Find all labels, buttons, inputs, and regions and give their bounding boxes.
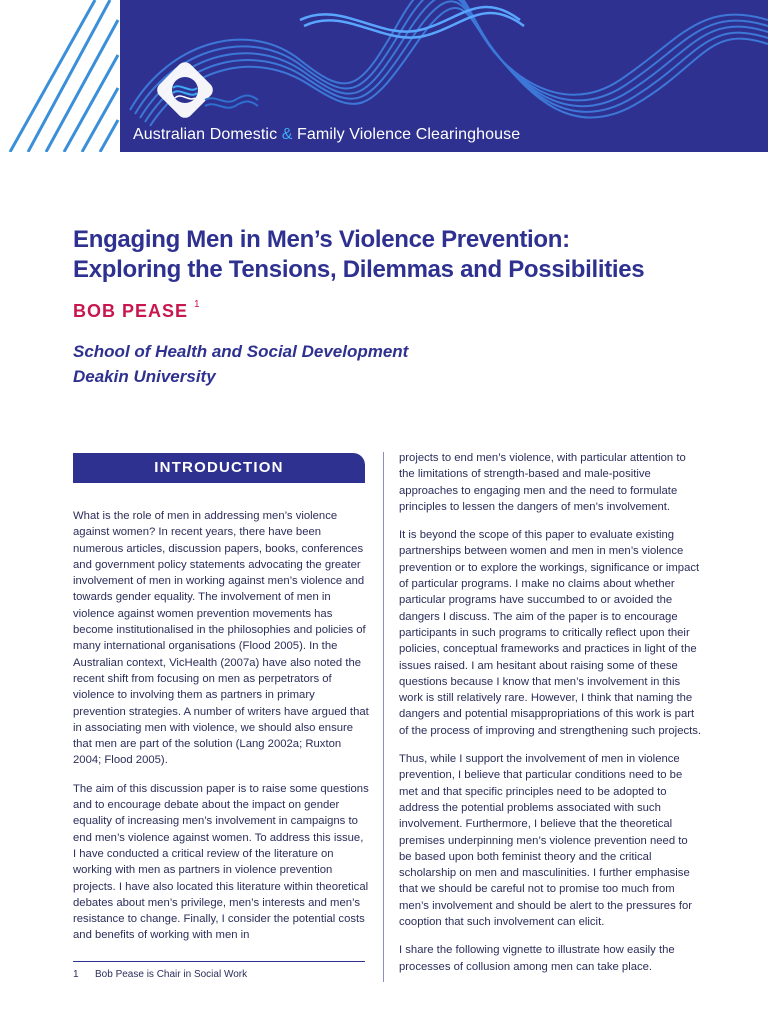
text-column-right [399, 450, 703, 987]
author-footnote-mark: 1 [194, 299, 200, 310]
title-line-2: Exploring the Tensions, Dilemmas and Possibilities [73, 256, 645, 283]
document-title [73, 225, 713, 285]
paragraph: The aim of this discussion paper is to raise some questions and to encourage debate about the impact on gender equality of increasing men’s involvement in campaigns to end men’s violence against women. To address this issue, I have conducted a critical review of the literature on working with men as partners in violence prevention projects. I have also located this literature within theoretical debates about men’s privilege, men’s interests and men’s resistance to change. Finally, I consider the potential costs and benefits of working with men in [73, 782, 369, 942]
author-name [73, 301, 200, 322]
section-heading: INTRODUCTION [154, 459, 284, 476]
paragraph: projects to end men’s violence, with particular attention to the limitations of strength-based and male-positive approaches to engaging men and the need to formulate principles to lessen the dangers of men’s involvement. [399, 452, 686, 513]
header-banner [0, 0, 768, 152]
author-affiliation [73, 339, 408, 389]
paragraph: What is the role of men in addressing men’s violence against women? In recent years, there have been numerous articles, discussion papers, books, conferences and government policy statements advocating the greater involvement of men in working against men’s violence and towards gender equality. The involvement of men in violence against women prevention movements has become institutionalised in the philosophies and policies of many international organisations (Flood 2005). In the Australian context, VicHealth (2007a) have also noted the recent shift from focusing on men as perpetrators of violence to involving them as partners in primary prevention strategies. A number of writers have argued that in associating men with violence, we should also ensure that men are part of the solution (Lang 2002a; Ruxton 2004; Flood 2005). [73, 510, 369, 767]
affiliation-university: Deakin University [73, 367, 216, 386]
footnote-number: 1 [73, 969, 79, 980]
paragraph: I share the following vignette to illustrate how easily the processes of collusion among men can take place. [399, 944, 675, 973]
text-column-left [73, 508, 369, 956]
org-name-ampersand: & [281, 126, 293, 143]
paragraph: It is beyond the scope of this paper to evaluate existing partnerships between women and men in men’s violence prevention or to explore the workings, significance or impact of particular programs. I make no claims about whether particular programs have succumbed to or avoided the dangers I discuss. The aim of the paper is to encourage participants in such programs to critically reflect upon their policies, conceptual frameworks and practices in light of the issues raised. I am hesitant about raising some of these questions because I know that men’s involvement in this work is still relatively rare. However, I think that naming the dangers and potential misappropriations of this work is part of the process of improving and strengthening such projects. [399, 529, 702, 737]
org-name-part2: Family Violence Clearinghouse [292, 126, 521, 143]
author-text: BOB PEASE [73, 301, 189, 321]
title-line-1: Engaging Men in Men’s Violence Prevention: [73, 226, 570, 253]
paragraph: Thus, while I support the involvement of men in violence prevention, I believe that particular conditions need to be met and that specific principles need to be adopted to address the potential problems associated with such involvement. Furthermore, I believe that the theoretical premises underpinning men’s violence prevention need to be based upon both feminist theory and the critical scholarship on men and masculinities. I further emphasise that we should be careful not to promise too much from men’s involvement and should be alert to the pressures for cooption that such involvement can elicit. [399, 753, 693, 929]
footnote-rule [73, 961, 365, 962]
column-divider [383, 452, 384, 982]
footnote [73, 969, 247, 980]
affiliation-school: School of Health and Social Development [73, 342, 409, 361]
section-heading-bar [73, 453, 365, 483]
footnote-text: Bob Pease is Chair in Social Work [95, 969, 248, 980]
org-name-part1: Australian Domestic [133, 126, 282, 143]
organization-name [133, 126, 520, 144]
